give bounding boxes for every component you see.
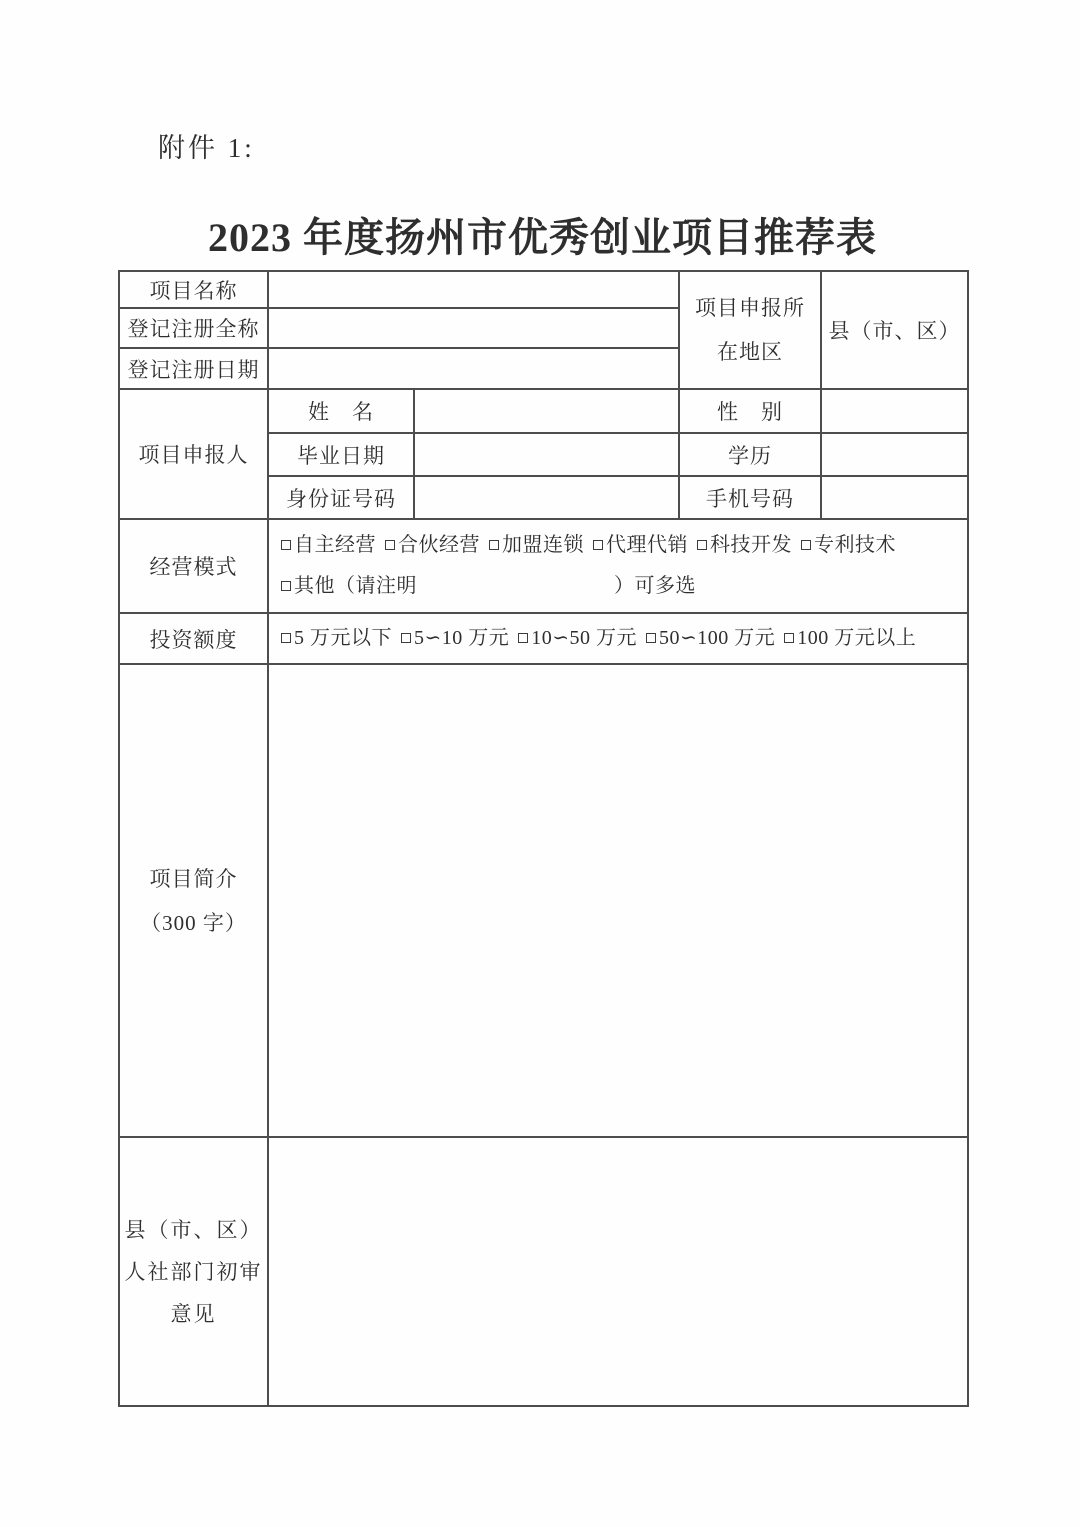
- applicant-phone-value: [821, 476, 968, 519]
- option-label: 5 万元以下: [294, 627, 392, 649]
- review-label-line3: 意见: [170, 1301, 217, 1326]
- region-label: [679, 271, 821, 389]
- checkbox-icon: [784, 633, 794, 643]
- applicant-name-value: [414, 389, 679, 433]
- investment-options: [268, 613, 968, 664]
- applicant-phone-label: 手机号码: [679, 476, 821, 519]
- checkbox-icon: [697, 540, 707, 550]
- investment-label: 投资额度: [119, 613, 268, 664]
- option-partnership: [385, 534, 480, 556]
- option-other-label: 其他（请注明: [294, 575, 417, 597]
- option-label: 100 万元以上: [797, 627, 917, 649]
- review-opinion-label: [119, 1137, 268, 1406]
- option-patent-tech: [801, 534, 896, 556]
- option-under-50k: [281, 627, 392, 649]
- registered-name-label: 登记注册全称: [119, 308, 268, 348]
- applicant-graduation-label: 毕业日期: [268, 433, 414, 476]
- option-label: 自主经营: [294, 534, 376, 556]
- project-intro-label-line2: （300 字）: [140, 910, 247, 935]
- checkbox-icon: [593, 540, 603, 550]
- applicant-education-label: 学历: [679, 433, 821, 476]
- business-model-options-line2: [281, 566, 961, 607]
- investment-options-line: [281, 618, 961, 659]
- checkbox-icon: [518, 633, 528, 643]
- registered-name-value: [268, 308, 679, 348]
- option-100k-500k: [518, 627, 637, 649]
- applicant-gender-value: [821, 389, 968, 433]
- business-model-options-line1: [281, 525, 961, 566]
- option-self-operate: [281, 534, 376, 556]
- attachment-label: 附件 1:: [158, 133, 255, 163]
- checkbox-icon: [801, 540, 811, 550]
- row-project-name: [119, 271, 968, 308]
- row-investment: [119, 613, 968, 664]
- checkbox-icon: [385, 540, 395, 550]
- checkbox-icon: [281, 633, 291, 643]
- applicant-graduation-value: [414, 433, 679, 476]
- option-franchise: [489, 534, 584, 556]
- option-label: 50∽100 万元: [659, 627, 776, 649]
- checkbox-icon: [281, 581, 291, 591]
- checkbox-icon: [401, 633, 411, 643]
- checkbox-icon: [646, 633, 656, 643]
- applicant-name-label: 姓 名: [268, 389, 414, 433]
- recommendation-form-table: [118, 270, 969, 1407]
- review-label-line2: 人社部门初审: [124, 1259, 263, 1284]
- applicant-id-label: 身份证号码: [268, 476, 414, 519]
- project-intro-label: [119, 664, 268, 1137]
- option-label: 合伙经营: [398, 534, 480, 556]
- region-label-line1: 项目申报所: [695, 296, 805, 320]
- region-label-line2: 在地区: [717, 340, 783, 364]
- option-label: 专利技术: [814, 534, 896, 556]
- registered-date-label: 登记注册日期: [119, 348, 268, 389]
- row-business-model: [119, 519, 968, 613]
- page-title: 2023 年度扬州市优秀创业项目推荐表: [208, 215, 877, 260]
- review-opinion-value: [268, 1137, 968, 1406]
- applicant-id-value: [414, 476, 679, 519]
- applicant-label: 项目申报人: [119, 389, 268, 519]
- project-intro-value: [268, 664, 968, 1137]
- row-applicant-1: [119, 389, 968, 433]
- row-review-opinion: [119, 1137, 968, 1406]
- review-label-line1: 县（市、区）: [124, 1217, 263, 1242]
- checkbox-icon: [281, 540, 291, 550]
- business-model-label: 经营模式: [119, 519, 268, 613]
- option-label: 代理代销: [606, 534, 688, 556]
- applicant-gender-label: 性 别: [679, 389, 821, 433]
- option-other: [281, 575, 417, 597]
- option-agency: [593, 534, 688, 556]
- checkbox-icon: [489, 540, 499, 550]
- option-label: 10∽50 万元: [531, 627, 638, 649]
- business-model-options: [268, 519, 968, 613]
- option-50k-100k: [401, 627, 509, 649]
- project-intro-label-line1: 项目简介: [149, 866, 238, 891]
- project-name-label: 项目名称: [119, 271, 268, 308]
- option-label: 科技开发: [710, 534, 792, 556]
- option-other-suffix: ）可多选: [614, 575, 696, 597]
- option-over-1m: [784, 627, 916, 649]
- option-tech-dev: [697, 534, 792, 556]
- project-name-value: [268, 271, 679, 308]
- registered-date-value: [268, 348, 679, 389]
- region-value: 县（市、区）: [821, 271, 968, 389]
- option-500k-1m: [646, 627, 775, 649]
- row-project-intro: [119, 664, 968, 1137]
- option-label: 5∽10 万元: [414, 627, 510, 649]
- applicant-education-value: [821, 433, 968, 476]
- option-label: 加盟连锁: [502, 534, 584, 556]
